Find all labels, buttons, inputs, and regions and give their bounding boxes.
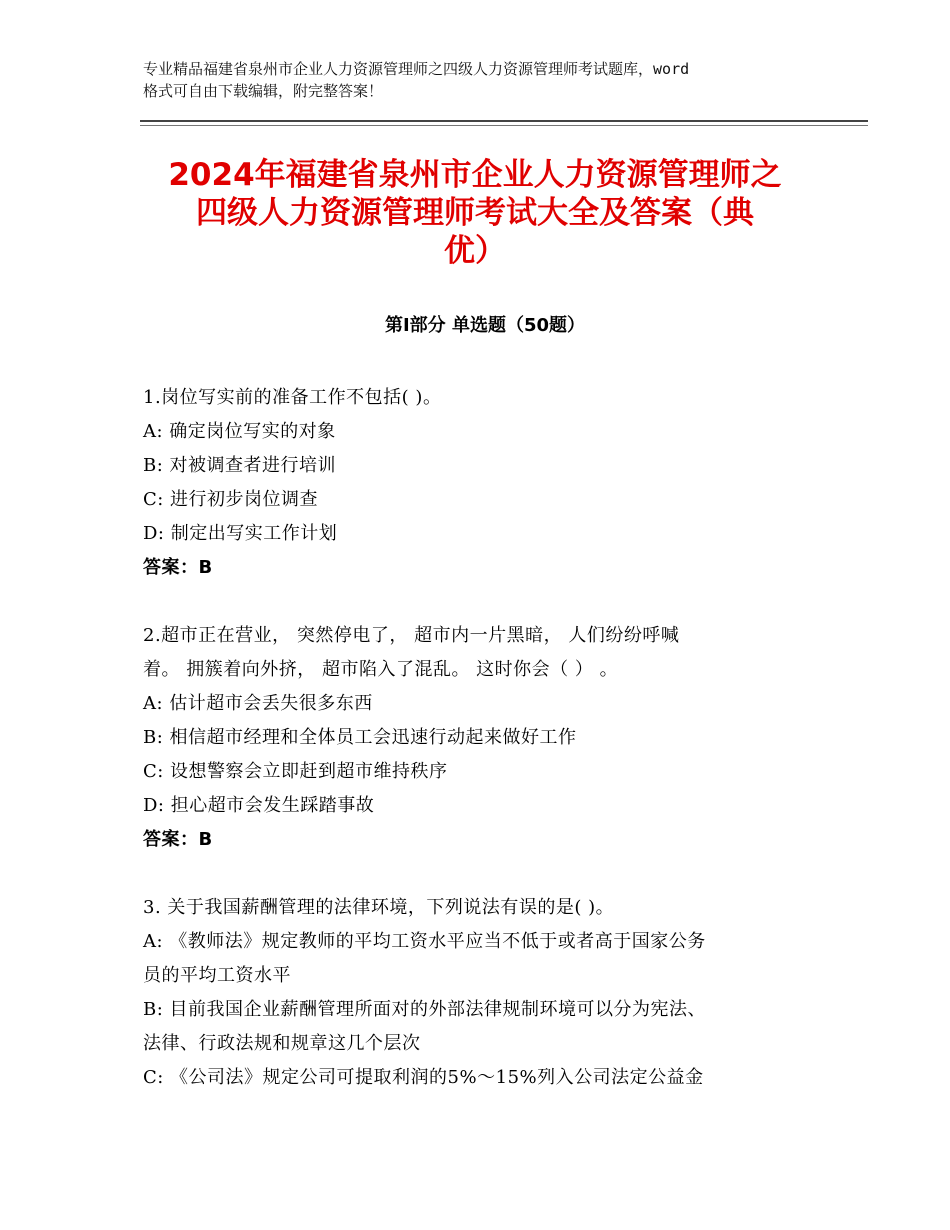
question-option-a: A: 估计超市会丢失很多东西 xyxy=(143,693,373,714)
section-heading: 第Ⅰ部分 单选题（50题） xyxy=(384,315,585,336)
question-option-b: B: 相信超市经理和全体员工会迅速行动起来做好工作 xyxy=(143,727,577,748)
question-stem-line: 3. 关于我国薪酬管理的法律环境，下列说法有误的是( )。 xyxy=(143,897,615,918)
question-option-c: C: 进行初步岗位调查 xyxy=(143,489,319,510)
question-option-c: C: 《公司法》规定公司可提取利润的5%～15%列入公司法定公益金 xyxy=(143,1067,704,1088)
question-2 xyxy=(143,619,808,857)
question-stem-line: 2.超市正在营业， 突然停电了， 超市内一片黑暗， 人们纷纷呼喊 xyxy=(143,625,680,646)
question-answer: 答案：B xyxy=(143,829,213,850)
question-option-d: D: 制定出写实工作计划 xyxy=(143,523,338,544)
question-1 xyxy=(143,381,808,585)
question-stem-line: 1.岗位写实前的准备工作不包括( )。 xyxy=(143,387,442,408)
header-rule-thick xyxy=(140,120,868,122)
header-note-line-2: 格式可自由下载编辑，附完整答案！ xyxy=(143,82,384,100)
document-title-line-2: 四级人力资源管理师考试大全及答案（典 xyxy=(196,195,754,231)
question-option-d: D: 担心超市会发生踩踏事故 xyxy=(143,795,375,816)
question-3 xyxy=(143,891,808,1095)
header-note-line-1: 专业精品福建省泉州市企业人力资源管理师之四级人力资源管理师考试题库，word xyxy=(143,60,690,78)
question-option-c: C: 设想警察会立即赶到超市维持秩序 xyxy=(143,761,448,782)
question-option-b: B: 目前我国企业薪酬管理所面对的外部法律规制环境可以分为宪法、 xyxy=(143,999,707,1020)
question-option-a: A: 确定岗位写实的对象 xyxy=(143,421,336,442)
question-list xyxy=(143,381,808,1129)
question-option-b: B: 对被调查者进行培训 xyxy=(143,455,337,476)
question-option-b-continued: 法律、行政法规和规章这几个层次 xyxy=(143,1033,421,1054)
header-note xyxy=(143,58,823,102)
header-rule-thin xyxy=(140,125,868,126)
question-answer: 答案：B xyxy=(143,557,213,578)
document-title-line-3: 优） xyxy=(444,233,506,269)
question-stem-line: 着。 拥簇着向外挤， 超市陷入了混乱。 这时你会（ ） 。 xyxy=(143,659,619,680)
question-option-a: A: 《教师法》规定教师的平均工资水平应当不低于或者高于国家公务 xyxy=(143,931,706,952)
document-title-line-1: 2024年福建省泉州市企业人力资源管理师之 xyxy=(168,157,782,193)
question-option-a-continued: 员的平均工资水平 xyxy=(143,965,291,986)
document-title xyxy=(130,156,820,270)
